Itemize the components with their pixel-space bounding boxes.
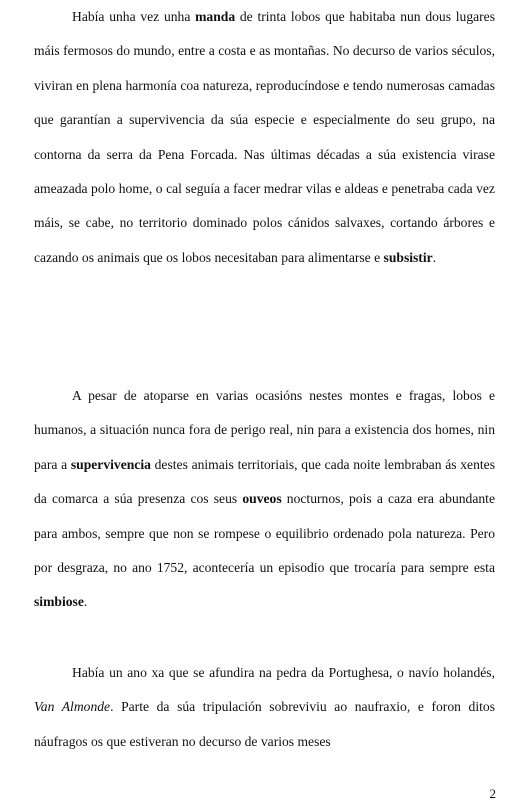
paragraph-2-text-1: A pesar de atoparse en varias ocasións nestes montes e fragas, lobos e humanos, a situación nunca fora de perigo real, nin para a existencia dos homes, nin para a	[34, 388, 495, 472]
keyword-subsistir: subsistir	[383, 249, 433, 265]
paragraph-1-text-2: de trinta lobos que habitaba nun dous lugares máis fermosos do mundo, entre a costa e as montañas. No decurso de varios séculos, viviran en plena harmonía coa natureza, reproducíndose e tendo numerosas camadas que garantían a supervivencia da súa especie e especialmente do seu grupo, na contorna da serra da Pena Forcada. Nas últimas décadas a súa existencia virase ameazada polo home, o cal seguía a facer medrar vilas e aldeas e penetraba cada vez máis, se cabe, no territorio dominado polos cánidos salvaxes, cortando árbores e cazando os animais que os lobos necesitaban para alimentarse e	[34, 9, 495, 265]
paragraph-1	[34, 0, 495, 275]
keyword-supervivencia: supervivencia	[70, 456, 151, 472]
keyword-manda: manda	[195, 9, 236, 24]
paragraph-3	[34, 656, 495, 759]
paragraph-3-text-2: . Parte da súa tripulación sobreviviu ao naufraxio, e foron ditos náufragos os que estiveran no decurso de varios meses	[34, 699, 495, 749]
page-number: 2	[489, 786, 496, 801]
keyword-ouveos: ouveos	[242, 491, 282, 507]
paragraph-2-text-4: .	[83, 594, 88, 610]
paragraph-1-text-1: Había unha vez unha	[72, 9, 196, 24]
paragraph-2	[34, 379, 495, 620]
paragraph-2-text-3: nocturnos, pois a caza era abundante para ambos, sempre que non se rompese o equilibrio ordenado pola natureza. Pero por desgraza, no ano 1752, acontecería un episodio que trocaría para sempre esta	[34, 491, 495, 576]
keyword-simbiose: simbiose	[34, 594, 84, 610]
paragraph-3-text-1: Había un ano xa que se afundira na pedra da Portughesa, o navío holandés,	[72, 665, 495, 680]
paragraph-2-text-2: destes animais territoriais, que cada noite lembraban ás xentes da comarca a súa presenza cos seus	[34, 456, 495, 507]
paragraph-1-text-3: .	[432, 249, 437, 265]
ship-name-van-almonde: Van Almonde	[34, 699, 111, 715]
